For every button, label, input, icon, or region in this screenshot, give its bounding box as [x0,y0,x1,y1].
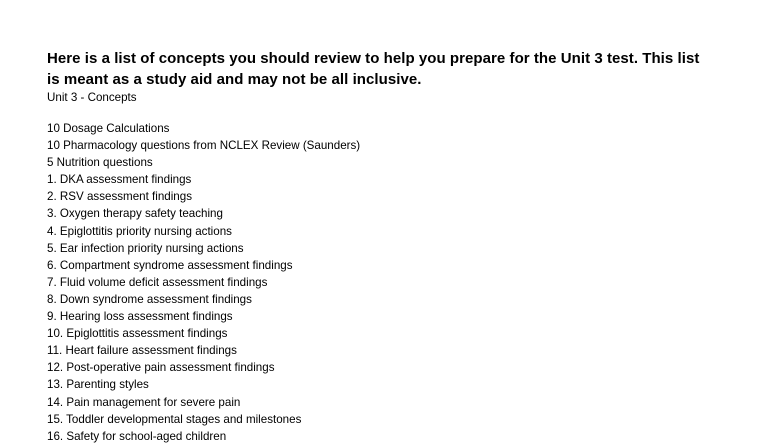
document-heading [47,48,767,90]
list-item: 14. Pain management for severe pain [47,395,241,409]
list-item: 3. Oxygen therapy safety teaching [47,207,223,221]
heading-line-2: is meant as a study aid and may not be all inclusive. [47,71,422,88]
list-item: 16. Safety for school-aged children [47,429,227,443]
concept-list [47,120,767,445]
list-item: 10. Epiglottitis assessment findings [47,327,228,341]
list-item: 13. Parenting styles [47,378,149,392]
document-page [47,48,767,445]
list-item: 10 Pharmacology questions from NCLEX Review (Saunders) [47,139,361,153]
list-item: 9. Hearing loss assessment findings [47,310,233,324]
list-item: 15. Toddler developmental stages and milestones [47,412,302,426]
list-item: 8. Down syndrome assessment findings [47,292,252,306]
list-item: 7. Fluid volume deficit assessment findings [47,275,268,289]
list-item: 5 Nutrition questions [47,156,153,170]
list-item: 2. RSV assessment findings [47,190,192,204]
list-item: 4. Epiglottitis priority nursing actions [47,224,232,238]
list-item: 1. DKA assessment findings [47,173,192,187]
list-item: 11. Heart failure assessment findings [47,344,237,358]
list-item: 6. Compartment syndrome assessment findings [47,258,293,272]
list-item: 12. Post-operative pain assessment findings [47,361,275,375]
list-item: 5. Ear infection priority nursing actions [47,241,244,255]
unit-subtitle: Unit 3 - Concepts [47,91,137,104]
heading-line-1: Here is a list of concepts you should review to help you prepare for the Unit 3 test. This list [47,50,700,67]
list-item: 10 Dosage Calculations [47,122,170,135]
